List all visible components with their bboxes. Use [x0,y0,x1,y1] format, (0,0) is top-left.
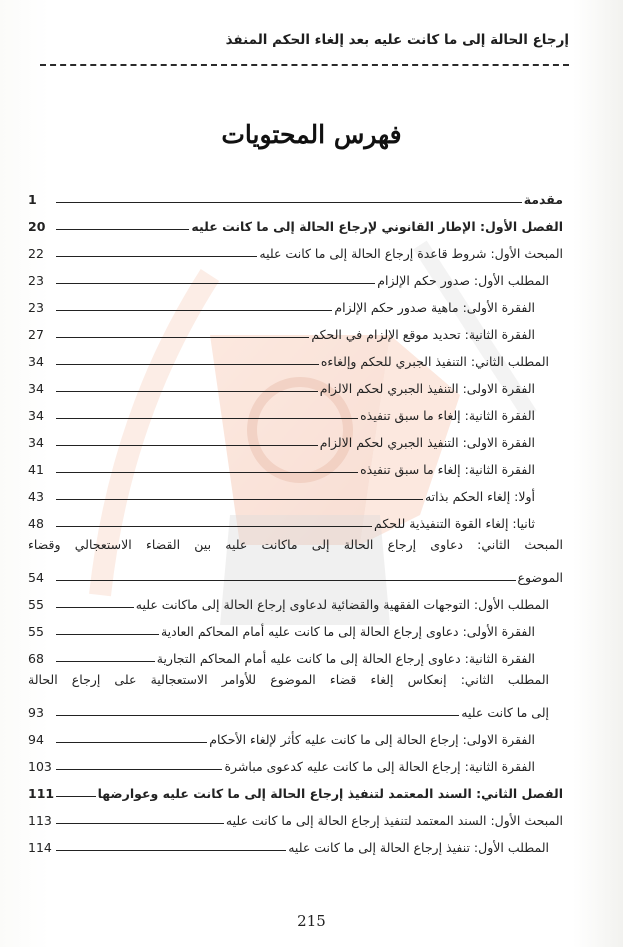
toc-leader-line [56,364,319,365]
toc-entry-page: 34 [28,435,44,450]
page-number: 215 [297,912,326,930]
toc-entry-label-cont: إلى ما كانت عليه [461,705,549,720]
toc-entry[interactable] [28,747,563,774]
toc-entry-label: ثانيا: إلغاء القوة التنفيذية للحكم [374,516,535,531]
toc-entry-label: المبحث الثاني: دعاوى إرجاع الحالة إلى ماكانت عليه بين القضاء الاستعجالي وقضاء [28,537,563,552]
toc-entry-page: 68 [28,651,44,666]
toc-leader-line [56,202,522,203]
toc-entry-continuation[interactable] [28,558,563,585]
toc-entry[interactable] [28,342,563,369]
toc-entry-label: المطلب الثاني: إنعكاس إلغاء قضاء الموضوع للأوامر الاستعجالية على إرجاع الحالة [28,672,549,687]
toc-leader-line [56,256,257,257]
toc-entry-continuation[interactable] [28,693,563,720]
toc-entry[interactable] [28,720,563,747]
toc-entry-label: المبحث الأول: شروط قاعدة إرجاع الحالة إلى ما كانت عليه [259,246,563,261]
toc-entry-label: الفقرة الثانية: إلغاء ما سبق تنفيذه [360,462,535,477]
toc-entry-label: المطلب الأول: صدور حكم الإلزام [377,273,549,288]
toc-entry-page: 41 [28,462,44,477]
toc-entry[interactable] [28,207,563,234]
toc-entry[interactable] [28,828,563,855]
toc-leader-line [56,472,358,473]
toc-entry[interactable] [28,504,563,531]
toc-entry-page: 48 [28,516,44,531]
toc-entry-label: الفقرة الاولى: التنفيذ الجبري لحكم الالزام [319,435,535,450]
toc-entry-label: الفقرة الثانية: إرجاع الحالة إلى ما كانت عليه كدعوى مباشرة [224,759,535,774]
toc-entry-page: 93 [28,705,44,720]
toc-entry[interactable] [28,477,563,504]
toc-entry-label: الفقرة الاولى: التنفيذ الجبري لحكم الالزام [319,381,535,396]
toc-title: فهرس المحتويات [221,120,402,149]
toc-leader-line [56,796,96,797]
toc-leader-line [56,337,309,338]
toc-entry-label: المطلب الأول: تنفيذ إرجاع الحالة إلى ما كانت عليه [288,840,549,855]
toc-entry[interactable] [28,450,563,477]
toc-entry[interactable] [28,261,563,288]
toc-entry[interactable] [28,774,563,801]
toc-leader-line [56,823,224,824]
toc-leader-line [56,661,155,662]
toc-leader-line [56,418,358,419]
toc-leader-line [56,526,372,527]
toc-entry-page: 54 [28,570,44,585]
toc-entry-label: الفقرة الاولى: إرجاع الحالة إلى ما كانت عليه كأثر لإلغاء الأحكام [209,732,535,747]
toc-entry-label: الفصل الثاني: السند المعتمد لتنفيذ إرجاع الحالة إلى ما كانت عليه وعوارضها [97,786,563,801]
toc-entry-page: 34 [28,354,44,369]
toc-entry[interactable] [28,801,563,828]
toc-entry-page: 34 [28,408,44,423]
toc-entry-label: المطلب الثاني: التنفيذ الجبري للحكم وإلغاءه [320,354,549,369]
toc-entry-page: 43 [28,489,44,504]
toc-leader-line [56,310,332,311]
toc-entry-page: 111 [28,786,55,801]
toc-entry-label: الفقرة الأولى: ماهية صدور حكم الإلزام [334,300,535,315]
toc-entry-page: 103 [28,759,52,774]
toc-entry-label: الفقرة الثانية: تحديد موقع الإلزام في الحكم [311,327,535,342]
toc-entry-label: مقدمة [523,192,563,207]
toc-leader-line [56,769,222,770]
toc-entry-page: 27 [28,327,44,342]
toc-entry[interactable] [28,612,563,639]
toc-leader-line [56,607,134,608]
toc-entry[interactable] [28,639,563,666]
toc-entry-wrapped[interactable] [28,531,563,558]
toc-entry[interactable] [28,180,563,207]
toc-leader-line [56,634,159,635]
toc-leader-line [56,742,207,743]
toc-leader-line [56,391,318,392]
running-header: إرجاع الحالة إلى ما كانت عليه بعد إلغاء الحكم المنفذ [225,32,569,48]
toc-leader-line [56,850,286,851]
toc-entry-page: 94 [28,732,44,747]
toc-entry[interactable] [28,585,563,612]
toc-leader-line [56,580,516,581]
toc-leader-line [56,229,189,230]
toc-leader-line [56,445,318,446]
toc-leader-line [56,499,423,500]
toc-entry-page: 22 [28,246,44,261]
toc-entry-label: المبحث الأول: السند المعتمد لتنفيذ إرجاع الحالة إلى ما كانت عليه [225,813,563,828]
toc-entry-label: الفصل الأول: الإطار القانوني لإرجاع الحالة إلى ما كانت عليه [191,219,563,234]
toc-entry-page: 55 [28,597,44,612]
toc-leader-line [56,715,459,716]
toc-entry[interactable] [28,369,563,396]
table-of-contents [28,180,563,855]
toc-entry-page: 1 [28,192,37,207]
toc-entry-page: 34 [28,381,44,396]
header-dashed-rule [40,64,569,66]
toc-entry-page: 23 [28,273,44,288]
toc-entry-label: المطلب الأول: التوجهات الفقهية والقضائية لدعاوى إرجاع الحالة إلى ماكانت عليه [135,597,549,612]
toc-entry-label-cont: الموضوع [517,570,563,585]
toc-entry-page: 114 [28,840,52,855]
toc-entry-page: 55 [28,624,44,639]
toc-entry-wrapped[interactable] [28,666,563,693]
toc-entry-label: الفقرة الثانية: إلغاء ما سبق تنفيذه [360,408,535,423]
toc-entry-page: 113 [28,813,52,828]
toc-entry[interactable] [28,288,563,315]
toc-entry-label: الفقرة الأولى: دعاوى إرجاع الحالة إلى ما كانت عليه أمام المحاكم العادية [160,624,535,639]
toc-entry-label: الفقرة الثانية: دعاوى إرجاع الحالة إلى ما كانت عليه أمام المحاكم التجارية [156,651,535,666]
toc-entry[interactable] [28,396,563,423]
toc-leader-line [56,283,375,284]
toc-entry[interactable] [28,234,563,261]
toc-entry[interactable] [28,315,563,342]
toc-entry-page: 23 [28,300,44,315]
toc-entry[interactable] [28,423,563,450]
toc-entry-page: 20 [28,219,46,234]
toc-entry-label: أولا: إلغاء الحكم بذاته [424,489,535,504]
